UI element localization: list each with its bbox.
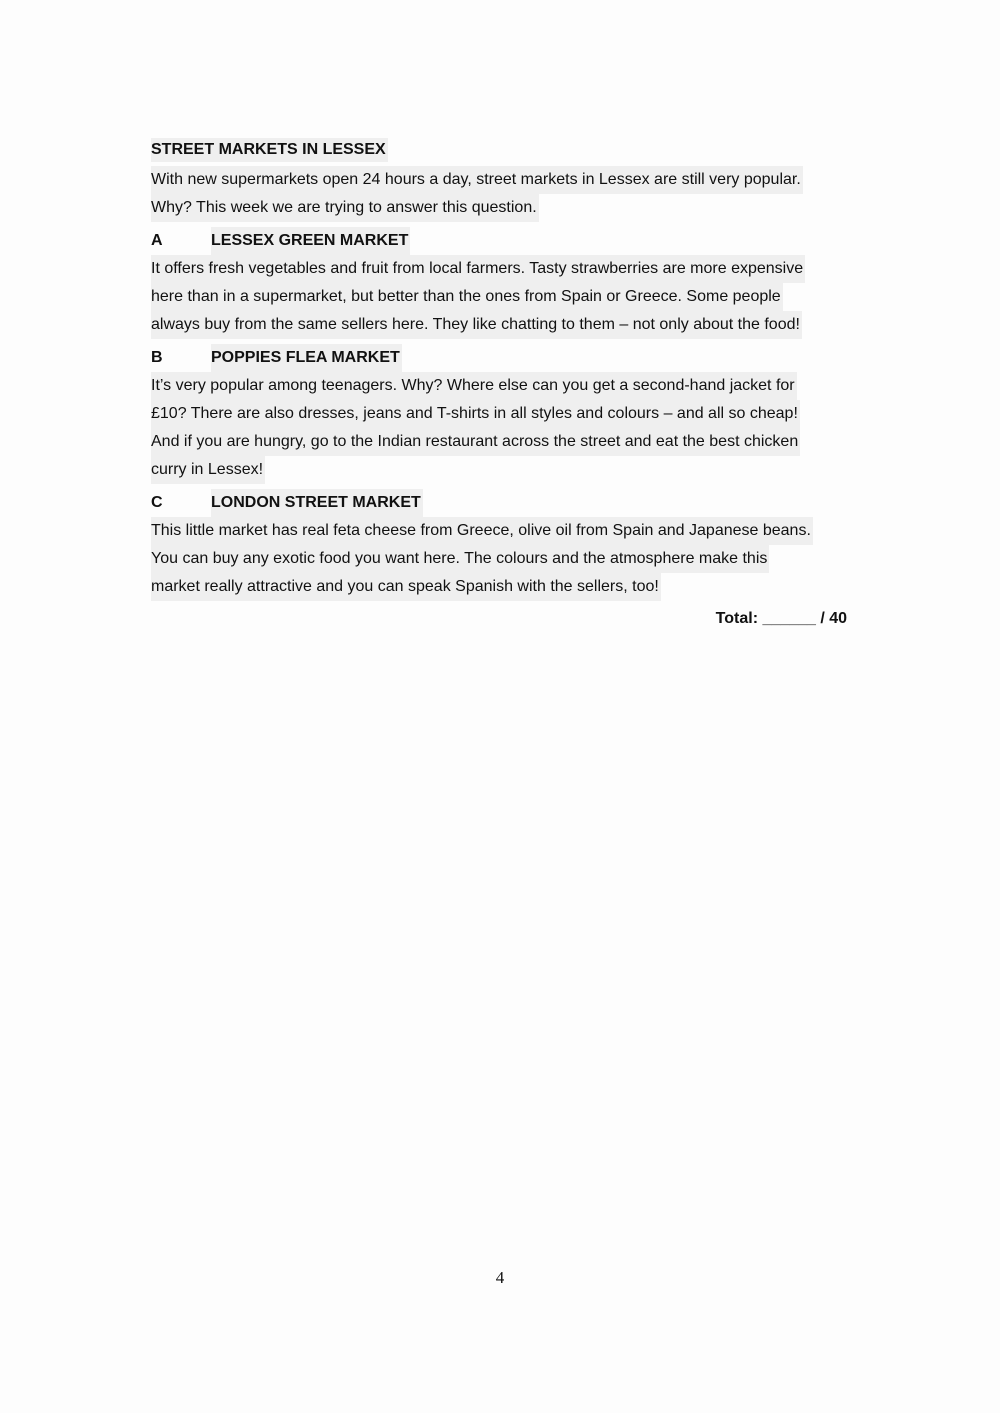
intro-line-text: With new supermarkets open 24 hours a day, street markets in Lessex are still very popular. [151, 166, 803, 194]
total-score: Total: ______ / 40 [715, 610, 847, 627]
paragraph-line [151, 283, 851, 311]
paragraph-line [151, 255, 851, 283]
section-title: LESSEX GREEN MARKET [211, 227, 410, 255]
paragraph-line [151, 311, 851, 339]
section-heading-c [151, 489, 851, 517]
section-title: POPPIES FLEA MARKET [211, 344, 402, 372]
section-paragraph-a [151, 255, 851, 339]
paragraph-line [151, 573, 851, 601]
section-paragraph-c [151, 517, 851, 601]
article [151, 138, 851, 601]
paragraph-line-text: market really attractive and you can speak Spanish with the sellers, too! [151, 573, 661, 601]
intro-line [151, 166, 851, 194]
intro-paragraph [151, 166, 851, 222]
paragraph-line [151, 428, 851, 456]
paragraph-line [151, 517, 851, 545]
intro-line-text: Why? This week we are trying to answer this question. [151, 194, 539, 222]
paragraph-line-text: And if you are hungry, go to the Indian restaurant across the street and eat the best chicken [151, 428, 800, 456]
paragraph-line-text: £10? There are also dresses, jeans and T-shirts in all styles and colours – and all so cheap! [151, 400, 800, 428]
paragraph-line-text: curry in Lessex! [151, 456, 265, 484]
section-paragraph-b [151, 372, 851, 484]
section-heading-b [151, 344, 851, 372]
intro-line [151, 194, 851, 222]
section-heading-a [151, 227, 851, 255]
paragraph-line [151, 456, 851, 484]
article-title: STREET MARKETS IN LESSEX [151, 138, 388, 162]
section-letter: B [151, 349, 163, 366]
paragraph-line-text: always buy from the same sellers here. They like chatting to them – not only about the food! [151, 311, 802, 339]
page-number: 4 [495, 1268, 505, 1287]
paragraph-line-text: It offers fresh vegetables and fruit from local farmers. Tasty strawberries are more expensive [151, 255, 805, 283]
paragraph-line [151, 400, 851, 428]
section-letter: C [151, 494, 163, 511]
paragraph-line [151, 372, 851, 400]
paragraph-line-text: It’s very popular among teenagers. Why? Where else can you get a second-hand jacket for [151, 372, 797, 400]
paragraph-line-text: here than in a supermarket, but better than the ones from Spain or Greece. Some people [151, 283, 783, 311]
paragraph-line [151, 545, 851, 573]
paragraph-line-text: This little market has real feta cheese from Greece, olive oil from Spain and Japanese beans. [151, 517, 813, 545]
section-title: LONDON STREET MARKET [211, 489, 423, 517]
paragraph-line-text: You can buy any exotic food you want here. The colours and the atmosphere make this [151, 545, 769, 573]
section-letter: A [151, 232, 163, 249]
